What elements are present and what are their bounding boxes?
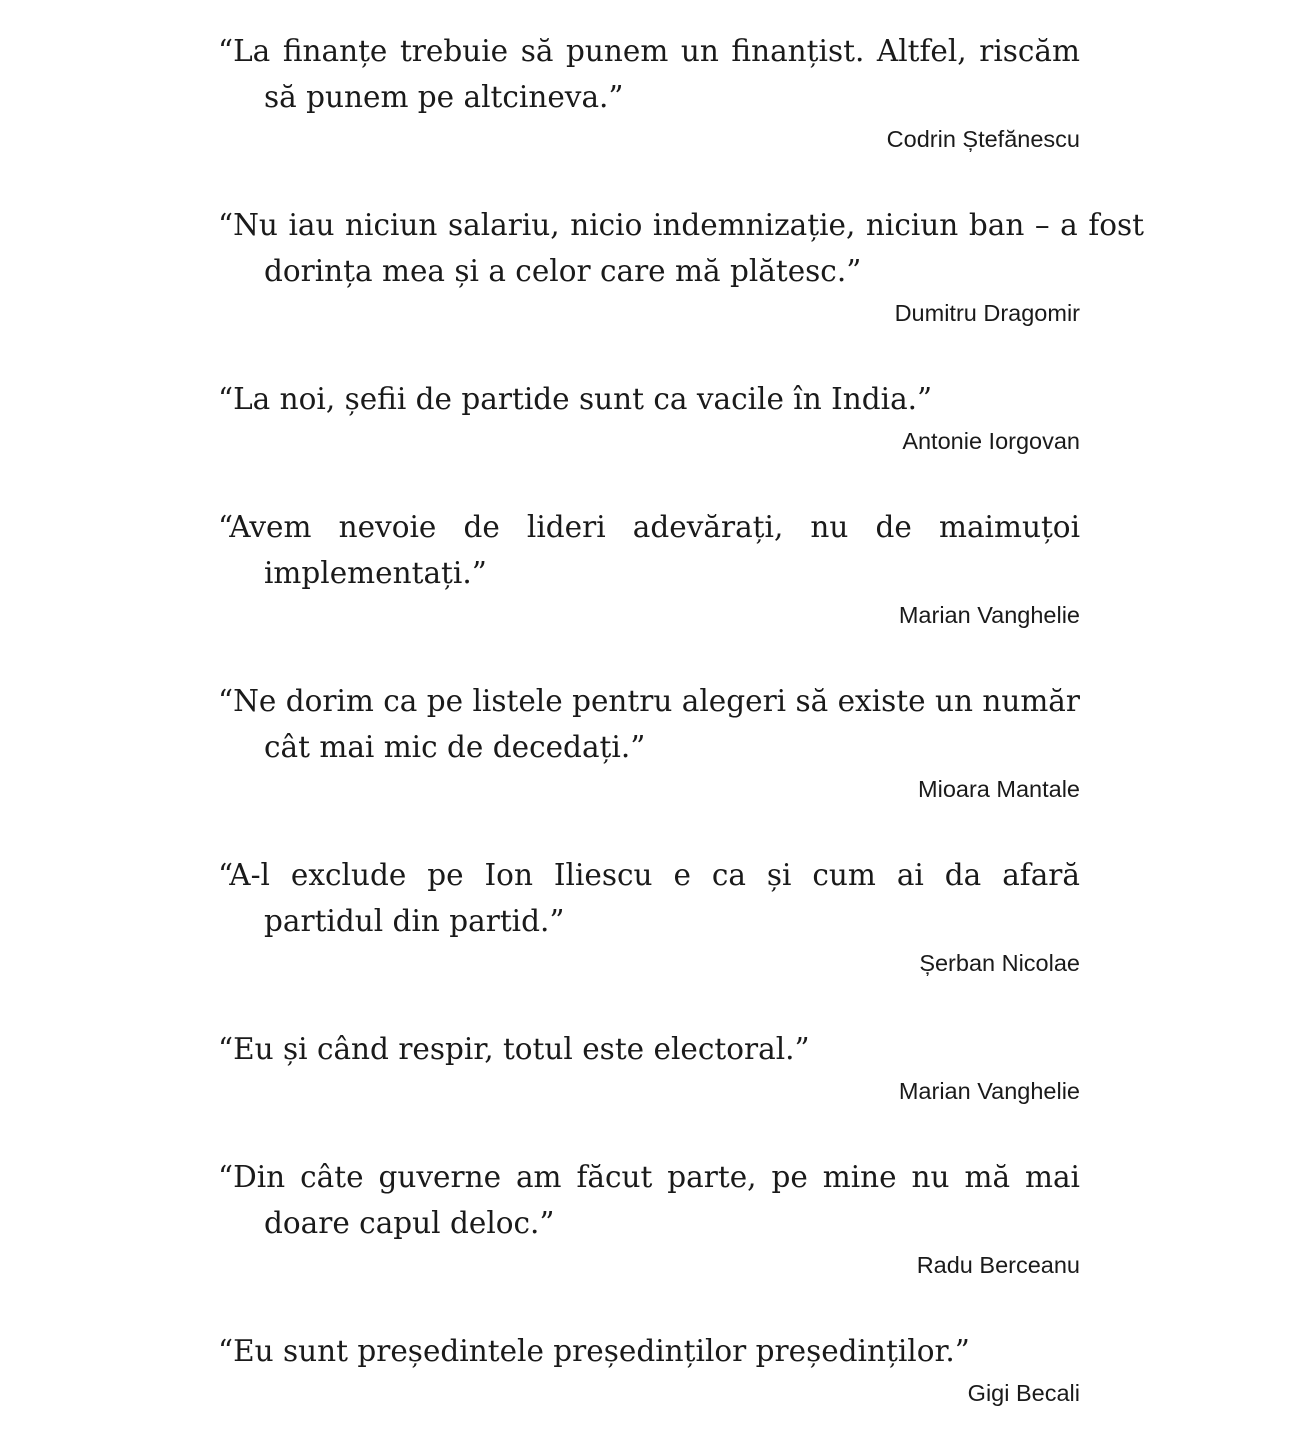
quote-author: Dumitru Dragomir	[894, 300, 1080, 326]
quote-block	[218, 28, 1080, 158]
quote-author: Marian Vanghelie	[898, 602, 1080, 628]
quote-author: Marian Vanghelie	[898, 1078, 1080, 1104]
quote-block	[218, 202, 1144, 332]
quote-author: Radu Berceanu	[916, 1252, 1080, 1278]
quote-author: Antonie Iorgovan	[902, 428, 1080, 454]
quote-block	[218, 1026, 1080, 1110]
quote-block	[218, 504, 1080, 634]
quote-block	[218, 1154, 1080, 1284]
quote-text: “Avem nevoie de lideri adevărați, nu de maimuțoi implementați.”	[218, 510, 1080, 590]
quote-author: Mioara Mantale	[918, 776, 1080, 802]
quote-text: “Eu și când respir, totul este electoral.”	[218, 1032, 810, 1066]
quote-text: “Nu iau niciun salariu, nicio indemnizație, niciun ban – a fost dorința mea și a celor care mă plătesc.”	[218, 208, 1144, 288]
quote-block	[218, 376, 1080, 460]
quote-block	[218, 678, 1080, 808]
quote-text: “Ne dorim ca pe listele pentru alegeri să existe un număr cât mai mic de decedați.”	[218, 684, 1080, 764]
quote-author: Șerban Nicolae	[919, 950, 1080, 976]
quote-block	[218, 1328, 1080, 1412]
quote-text: “A-l exclude pe Ion Iliescu e ca și cum ai da afară partidul din partid.”	[218, 858, 1080, 938]
quote-text: “La finanțe trebuie să punem un finanțist. Altfel, riscăm să punem pe altcineva.”	[218, 34, 1080, 114]
quote-text: “Eu sunt președintele președinților președinților.”	[218, 1334, 970, 1368]
quote-author: Codrin Ștefănescu	[886, 126, 1080, 152]
quote-author: Gigi Becali	[967, 1380, 1080, 1406]
quote-text: “Din câte guverne am făcut parte, pe mine nu mă mai doare capul deloc.”	[218, 1160, 1080, 1240]
quote-text: “La noi, șefii de partide sunt ca vacile în India.”	[218, 382, 933, 416]
quote-block	[218, 852, 1080, 982]
